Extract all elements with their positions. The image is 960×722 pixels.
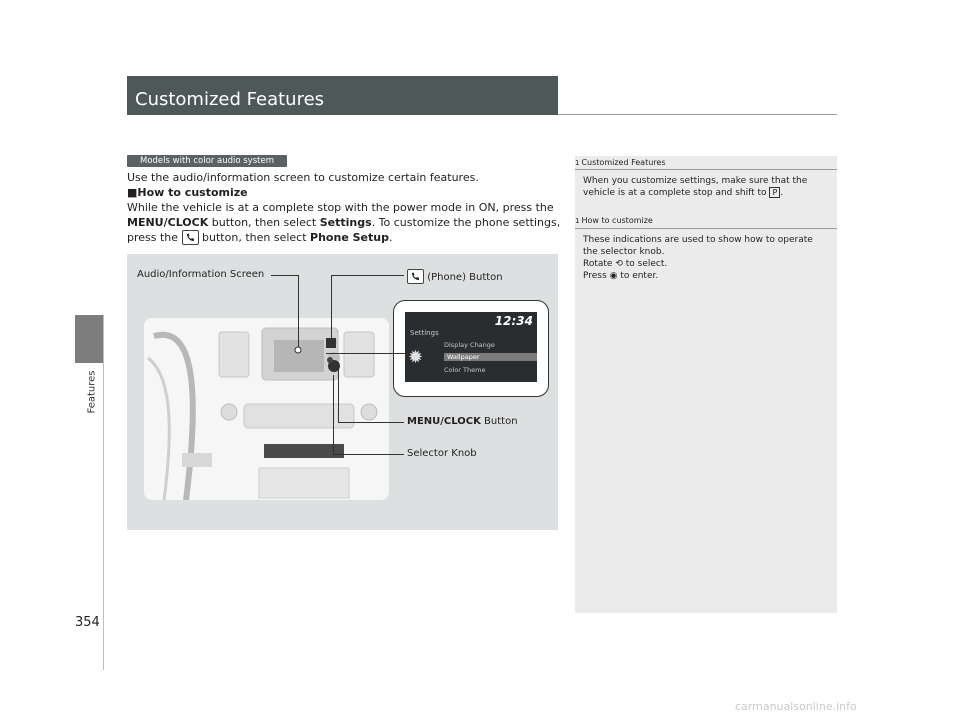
intro-text: Use the audio/information screen to customize certain features. — [127, 171, 479, 184]
label-selector-knob: Selector Knob — [407, 448, 477, 459]
phone-icon — [407, 269, 424, 284]
note1-line1: When you customize settings, make sure that the — [583, 176, 808, 186]
instruction-line-1: While the vehicle is at a complete stop with the power mode in ON, press the — [127, 201, 554, 214]
leader-menu-h — [338, 422, 404, 423]
menu-clock-term: MENU/CLOCK — [127, 216, 209, 229]
title-rule — [558, 114, 837, 115]
instruction-end-2: . — [388, 231, 393, 244]
note-ref-icon: 1 — [575, 217, 580, 225]
phone-button-text: (Phone) Button — [427, 272, 503, 283]
subhead — [127, 185, 248, 200]
page-number: 354 — [75, 615, 100, 630]
watermark: carmanualsonline.info — [735, 700, 857, 713]
note1-line2-text: vehicle is at a complete stop and shift to — [583, 188, 767, 198]
screen-header: Settings — [410, 329, 439, 337]
section-label: Features — [86, 370, 98, 414]
gear-icon: ✹ — [408, 347, 424, 368]
menu-clock-rest: Button — [480, 416, 518, 427]
leader-phone-h — [331, 275, 404, 276]
note2-line2: the selector knob. — [583, 247, 665, 257]
instruction-end: . To customize the phone settings, — [371, 216, 561, 229]
note-ref-icon: 1 — [575, 159, 580, 167]
rotate-end: to select. — [625, 259, 668, 269]
phone-button-marker — [326, 338, 336, 348]
note2-line1: These indications are used to show how to operate — [583, 235, 813, 245]
model-badge: Models with color audio system — [127, 155, 287, 167]
press-knob-icon: ◉ — [609, 271, 618, 281]
note2-line3 — [583, 258, 667, 270]
section-divider — [103, 315, 104, 670]
rotate-text: Rotate — [583, 259, 613, 269]
leader-screen-v — [298, 275, 299, 350]
section-tab — [75, 315, 104, 363]
note2-line4 — [583, 270, 658, 282]
screen-item-display-change: Display Change — [444, 341, 495, 349]
knob-marker — [322, 333, 352, 383]
subhead-bullet: ■ — [127, 186, 138, 199]
leader-screen-h — [271, 275, 299, 276]
dashboard-illustration — [144, 318, 389, 500]
note1-title: Customized Features — [581, 158, 666, 167]
settings-screen — [405, 312, 537, 382]
instruction-line-3 — [127, 230, 392, 245]
rotate-knob-icon: ⟲ — [615, 259, 623, 269]
phone-icon — [182, 230, 199, 245]
instruction-line-2 — [127, 215, 560, 230]
label-menu-clock — [407, 416, 518, 427]
note2-rule — [575, 228, 837, 229]
menu-clock-bold: MENU/CLOCK — [407, 416, 481, 427]
press-end: to enter. — [620, 271, 659, 281]
leader-knob-h — [333, 454, 404, 455]
label-phone-button — [407, 269, 503, 284]
title-bar — [127, 76, 558, 115]
leader-knob-v — [333, 375, 334, 455]
screen-marker — [294, 346, 302, 354]
phone-setup-term: Phone Setup — [310, 231, 389, 244]
note1-line2: vehicle is at a complete stop and shift to P . — [583, 188, 784, 198]
note2-heading — [575, 216, 653, 225]
settings-term: Settings — [319, 216, 372, 229]
note1-rule — [575, 169, 837, 170]
press-text: Press — [583, 271, 607, 281]
park-key: P — [769, 187, 780, 198]
note2-title: How to customize — [581, 216, 653, 225]
label-audio-screen: Audio/Information Screen — [137, 269, 265, 280]
subhead-label: How to customize — [137, 186, 248, 199]
instruction-start: press the — [127, 231, 182, 244]
instruction-mid-2: button, then select — [198, 231, 311, 244]
note1-heading — [575, 158, 665, 167]
page-title: Customized Features — [135, 89, 325, 110]
screen-item-color-theme: Color Theme — [444, 366, 486, 374]
screen-clock: 12:34 — [494, 314, 533, 328]
instruction-mid: button, then select — [208, 216, 320, 229]
menu-button-marker — [327, 357, 333, 363]
screen-item-wallpaper: Wallpaper — [444, 353, 537, 361]
